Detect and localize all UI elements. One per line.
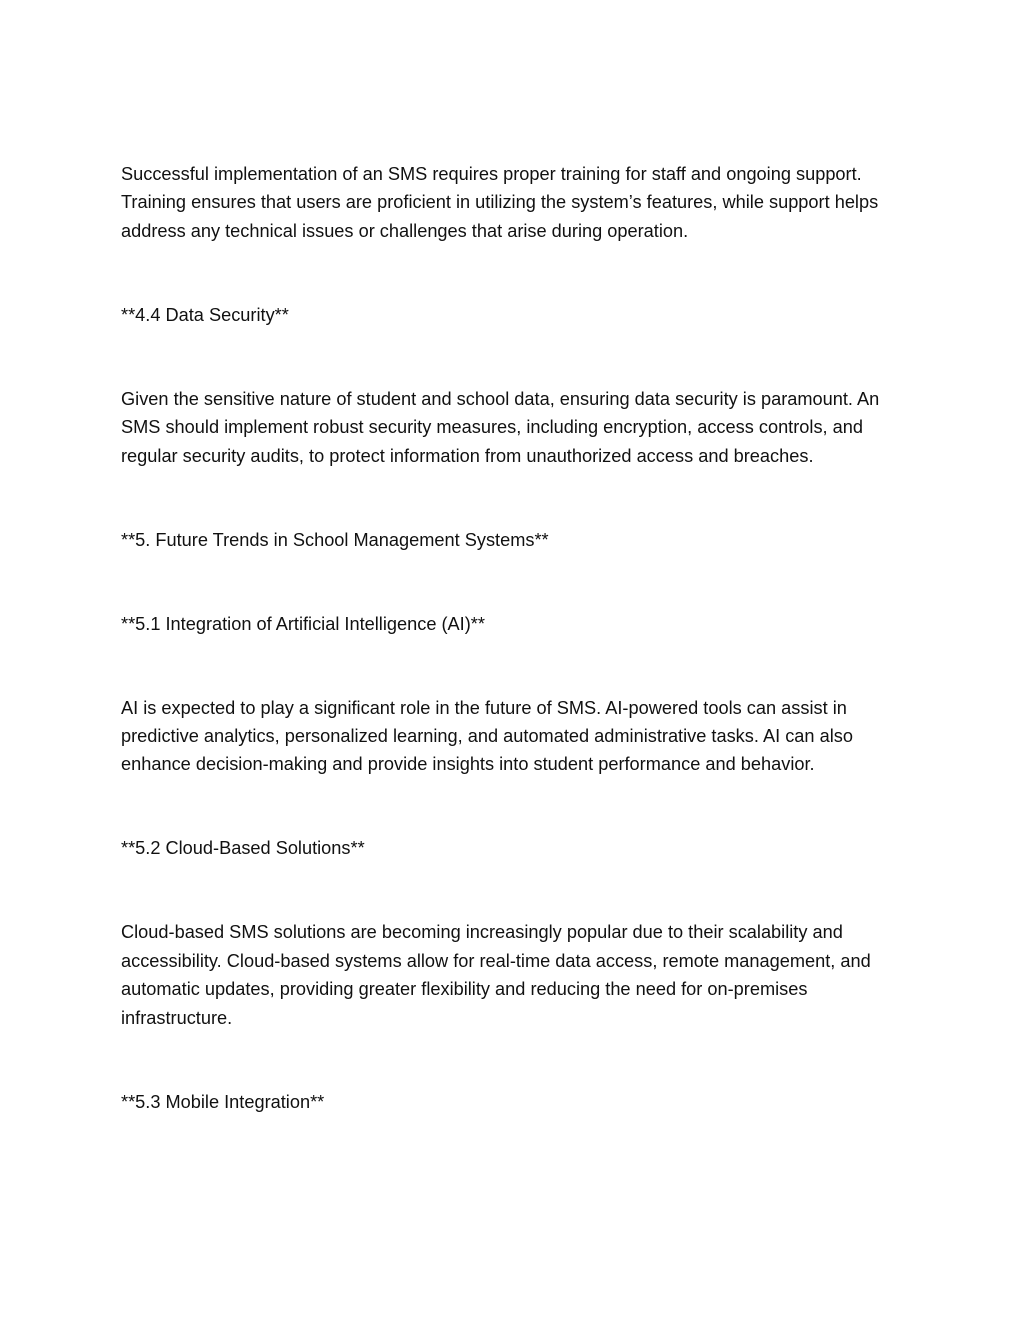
paragraph-ai-integration: AI is expected to play a significant role in the future of SMS. AI-powered tools can assist in predictive analytics, personalized learning, and automated administrative tasks. AI can also enhance decision-making and provide insights into student performance and behavior.	[121, 697, 853, 775]
spacer	[121, 470, 911, 526]
heading-ai-integration: **5.1 Integration of Artificial Intelligence (AI)**	[121, 613, 485, 634]
spacer	[121, 1032, 911, 1088]
spacer	[121, 329, 911, 385]
spacer	[121, 638, 911, 694]
heading-future-trends: **5. Future Trends in School Management Systems**	[121, 529, 549, 550]
paragraph-data-security: Given the sensitive nature of student and school data, ensuring data security is paramount. An SMS should implement robust security measures, including encryption, access controls, and regular security audits, to protect information from unauthorized access and breaches.	[121, 388, 880, 466]
spacer	[121, 779, 911, 835]
heading-mobile-integration: **5.3 Mobile Integration**	[121, 1091, 325, 1112]
heading-data-security: **4.4 Data Security**	[121, 304, 289, 325]
spacer	[121, 245, 911, 301]
spacer	[121, 554, 911, 610]
heading-cloud-solutions: **5.2 Cloud-Based Solutions**	[121, 838, 365, 859]
paragraph-cloud-solutions: Cloud-based SMS solutions are becoming increasingly popular due to their scalability and accessibility. Cloud-based systems allow for real-time data access, remote management, and automatic updates, providing greater flexibility and reducing the need for on-premises infrastructure.	[121, 922, 871, 1028]
document-body	[121, 160, 911, 1116]
paragraph-training-support: Successful implementation of an SMS requires proper training for staff and ongoing support. Training ensures that users are proficient in utilizing the system’s features, while support helps address any technical issues or challenges that arise during operation.	[121, 164, 879, 241]
spacer	[121, 863, 911, 919]
